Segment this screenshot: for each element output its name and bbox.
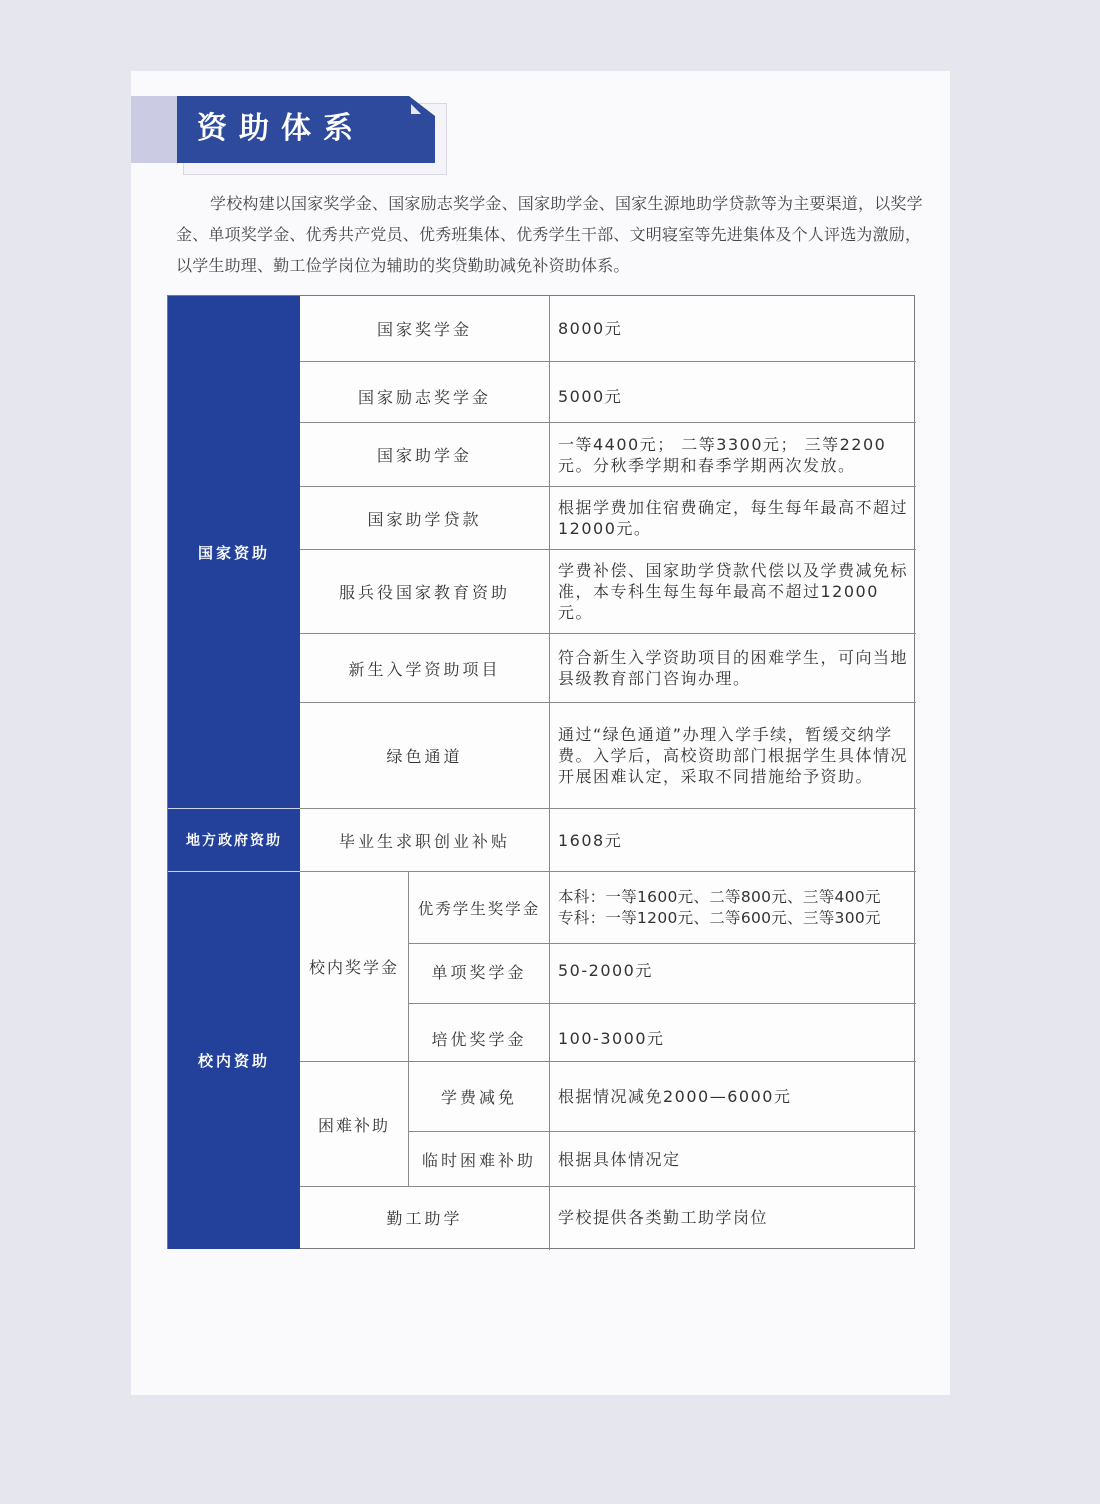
item-national-grant: 国家助学金 (376, 446, 472, 465)
value-national-student-loan: 根据学费加住宿费确定，每生每年最高不超过12000元。 (558, 498, 909, 538)
item-single-scholarship: 单项奖学金 (431, 963, 527, 982)
item-temporary-hardship-aid: 临时困难补助 (421, 1150, 536, 1170)
item-excellence-scholarship: 培优奖学金 (431, 1030, 527, 1049)
item-national-encouragement-scholarship: 国家励志奖学金 (357, 387, 491, 407)
value-national-scholarship: 8000元 (558, 319, 623, 338)
banner-fold-icon (411, 104, 421, 114)
category-divider (168, 808, 300, 809)
value-freshman-aid: 符合新生入学资助项目的困难学生，可向当地县级教育部门咨询办理。 (558, 648, 909, 688)
item-military-service-aid: 服兵役国家教育资助 (338, 583, 510, 602)
value-military-service-aid: 学费补偿、国家助学贷款代偿以及学费减免标准，本专科生每生每年最高不超过12000元。 (558, 561, 909, 622)
intro-paragraph: 学校构建以国家奖学金、国家励志奖学金、国家助学金、国家生源地助学贷款等为主要渠道，以奖学金、单项奖学金、优秀共产党员、优秀班集体、优秀学生干部、文明寝室等先进集体及个人评选为激励，以学生助理、勤工俭学岗位为辅助的奖贷勤助减免补资助体系。 (176, 194, 923, 275)
item-work-study: 勤工助学 (386, 1209, 463, 1228)
value-green-channel: 通过“绿色通道”办理入学手续，暂缓交纳学费。入学后，高校资助部门根据学生具体情况开展困难认定，采取不同措施给予资助。 (558, 725, 909, 786)
item-excellent-student-scholarship: 优秀学生奖学金 (417, 899, 541, 918)
value-temporary-hardship-aid: 根据具体情况定 (558, 1149, 681, 1169)
item-green-channel: 绿色通道 (386, 747, 463, 766)
value-undergraduate-line: 本科：一等1600元、二等800元、三等400元 (558, 887, 881, 906)
value-work-study: 学校提供各类勤工助学岗位 (558, 1208, 769, 1227)
value-junior-college-line: 专科：一等1200元、二等600元、三等300元 (558, 908, 881, 927)
group-school-scholarship: 校内奖学金 (308, 958, 399, 977)
item-freshman-aid: 新生入学资助项目 (348, 659, 501, 679)
value-national-encouragement-scholarship: 5000元 (558, 386, 623, 406)
item-tuition-reduction: 学费减免 (440, 1088, 517, 1107)
category-school: 校内资助 (168, 872, 300, 1249)
category-national: 国家资助 (168, 296, 300, 808)
value-excellence-scholarship: 100-3000元 (558, 1029, 665, 1048)
page-title: 资助体系 (197, 111, 365, 146)
value-tuition-reduction: 根据情况减免2000—6000元 (558, 1087, 792, 1106)
item-graduate-employment-subsidy: 毕业生求职创业补贴 (338, 831, 510, 851)
banner-tab (131, 96, 178, 163)
value-national-grant: 一等4400元； 二等3300元； 三等2200元。分秋季学期和春季学期两次发放。 (558, 434, 887, 475)
aid-system-table (167, 295, 915, 1249)
item-national-scholarship: 国家奖学金 (376, 320, 472, 339)
value-graduate-employment-subsidy: 1608元 (558, 830, 623, 850)
item-national-student-loan: 国家助学贷款 (367, 509, 482, 529)
group-hardship-aid: 困难补助 (317, 1115, 390, 1135)
category-local: 地方政府资助 (168, 809, 300, 871)
category-divider (168, 871, 300, 872)
value-excellent-student-scholarship (550, 872, 916, 943)
value-single-scholarship: 50-2000元 (558, 961, 653, 980)
